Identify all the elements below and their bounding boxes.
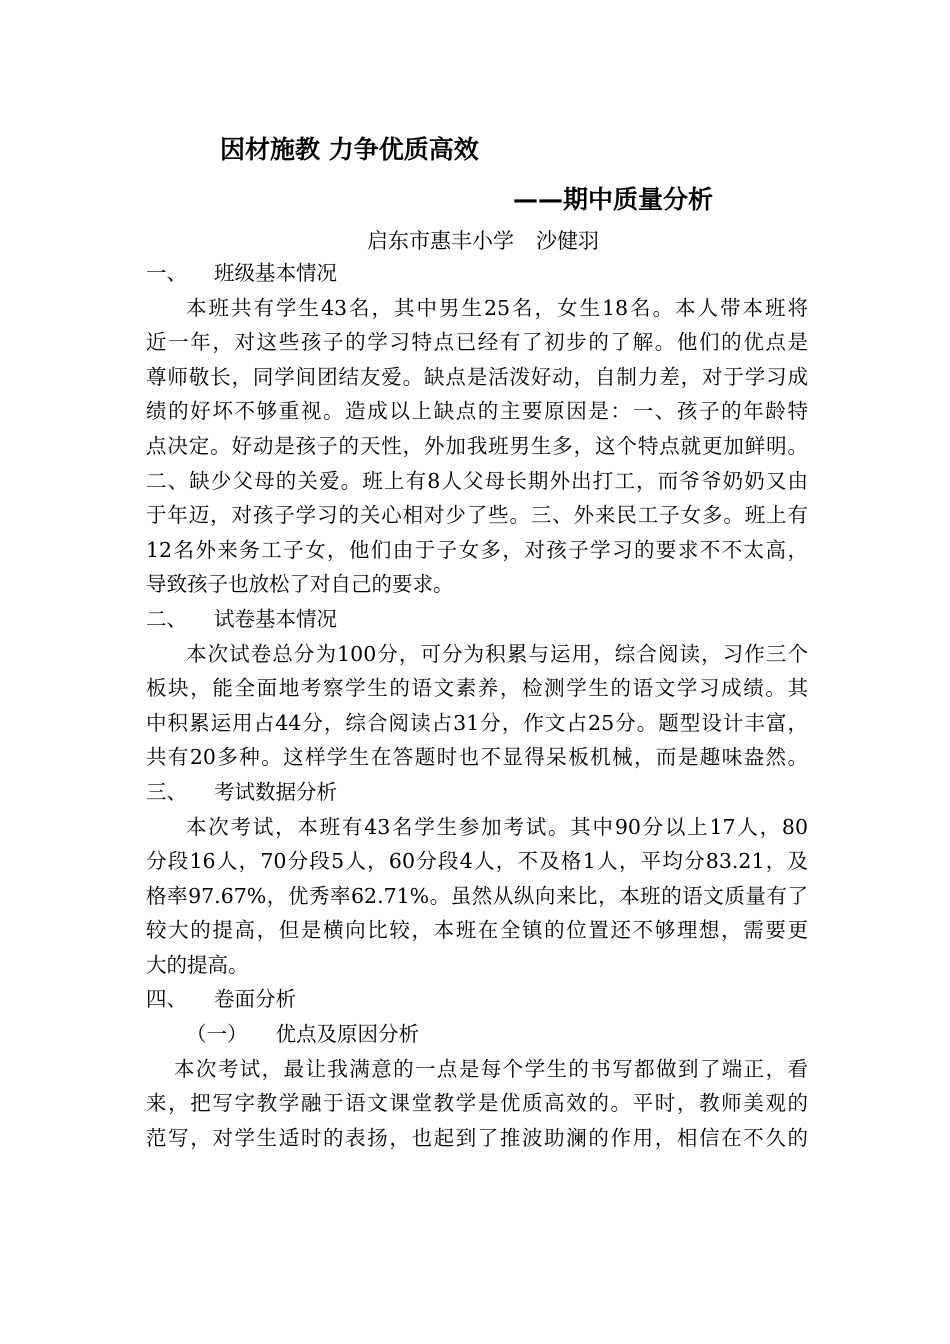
section-title: 班级基本情况 (214, 261, 337, 285)
section-heading (146, 602, 808, 637)
section-number: 二、 (146, 606, 187, 631)
section-number: 四、 (146, 987, 187, 1012)
section-heading (146, 982, 808, 1017)
section-number: 一、 (146, 261, 187, 285)
subsection-number: （一） (186, 1022, 248, 1047)
paragraph-line: 本次考试，最让我满意的一点是每个学生的书写都做到了端正，看 (174, 1056, 808, 1081)
paragraph-line: 格率97.67%，优秀率62.71%。虽然从纵向来比，本班的语文质量有了 (146, 883, 808, 908)
paragraph-line: 近一年，对这些孩子的学习特点已经有了初步的了解。他们的优点是 (146, 330, 808, 355)
paragraph-line: 导致孩子也放松了对自己的要求。 (146, 572, 454, 597)
paragraph-line: 板块，能全面地考察学生的语文素养，检测学生的语文学习成绩。其 (146, 676, 808, 701)
section-heading (146, 256, 808, 291)
paragraph-line: 范写，对学生适时的表扬，也起到了推波助澜的作用，相信在不久的 (146, 1125, 808, 1150)
document-subtitle: ——期中质量分析 (513, 185, 714, 214)
section-title: 卷面分析 (214, 987, 296, 1012)
section-title: 试卷基本情况 (214, 606, 337, 631)
section-heading (146, 775, 808, 810)
paragraph-line: 于年迈，对孩子学习的关心相对少了些。三、外来民工子女多。班上有 (146, 503, 808, 528)
section-title: 考试数据分析 (214, 779, 337, 804)
paragraph-line: 12名外来务工子女，他们由于子女多，对孩子学习的要求不不太高， (146, 537, 808, 562)
subsection-title: 优点及原因分析 (275, 1022, 419, 1047)
paragraph-line: 共有20多种。这样学生在答题时也不显得呆板机械，而是趣味盎然。 (146, 745, 808, 770)
document-title: 因材施教 力争优质高效 (220, 135, 479, 164)
paragraph-line: 大的提高。 (146, 952, 249, 977)
paragraph-line: 本次考试，本班有43名学生参加考试。其中90分以上17人，80 (186, 814, 808, 839)
author-line (0, 226, 950, 256)
paragraph-line: 分段16人，70分段5人，60分段4人，不及格1人，平均分83.21，及 (146, 849, 808, 874)
paragraph-line: 绩的好坏不够重视。造成以上缺点的主要原因是：一、孩子的年龄特 (146, 399, 808, 424)
author-school: 启东市惠丰小学 (367, 229, 514, 253)
section-number: 三、 (146, 779, 187, 804)
subsection-heading (146, 1017, 808, 1052)
paragraph-line: 二、缺少父母的关爱。班上有8人父母长期外出打工，而爷爷奶奶又由 (146, 468, 808, 493)
paragraph-line: 来，把写字教学融于语文课堂教学是优质高效的。平时，教师美观的 (146, 1091, 808, 1116)
author-name: 沙健羽 (536, 229, 599, 253)
document-body (146, 256, 808, 1155)
paragraph-line: 较大的提高，但是横向比较，本班在全镇的位置还不够理想，需要更 (146, 918, 808, 943)
paragraph-line: 本班共有学生43名，其中男生25名，女生18名。本人带本班将 (186, 295, 808, 320)
paragraph-line: 点决定。好动是孩子的天性，外加我班男生多，这个特点就更加鲜明。 (146, 433, 808, 458)
paragraph-line: 尊师敬长，同学间团结友爱。缺点是活泼好动，自制力差，对于学习成 (146, 364, 808, 389)
paragraph-line: 中积累运用占44分，综合阅读占31分，作文占25分。题型设计丰富， (146, 710, 808, 735)
paragraph-line: 本次试卷总分为100分，可分为积累与运用，综合阅读，习作三个 (186, 641, 808, 666)
